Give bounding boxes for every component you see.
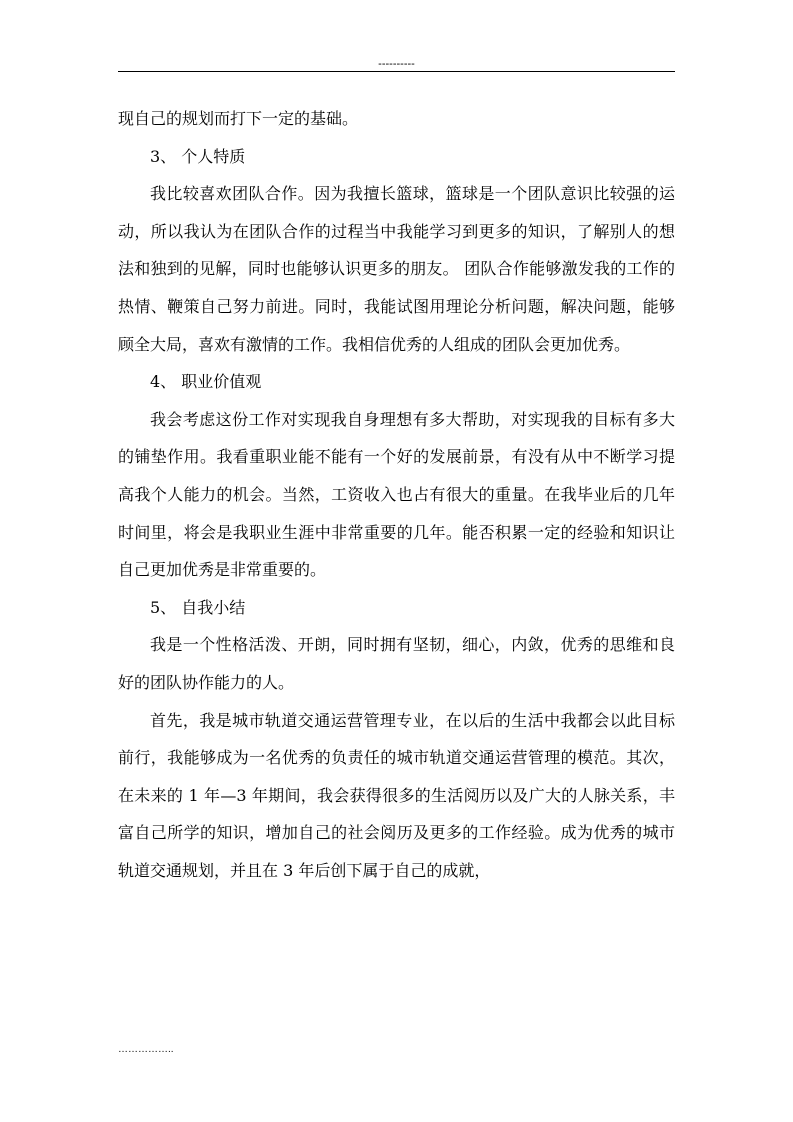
paragraph: 我比较喜欢团队合作。因为我擅长篮球，篮球是一个团队意识比较强的运动，所以我认为在团队合作的过程当中我能学习到更多的知识，了解别人的想法和独到的见解，同时也能够认识更多的朋友。 团队合作能够激发我的工作的热情、鞭策自己努力前进。同时，我能试图用理论分析问题，解决问题，能够顾全大局，喜欢有激情的工作。我相信优秀的人组成的团队会更加优秀。 <box>118 184 675 354</box>
paragraph: 我会考虑这份工作对实现我自身理想有多大帮助，对实现我的目标有多大的铺垫作用。我看重职业能不能有一个好的发展前景，有没有从中不断学习提高我个人能力的机会。当然，工资收入也占有很大的重量。在我毕业后的几年时间里，将会是我职业生涯中非常重要的几年。能否积累一定的经验和知识让自己更加优秀是非常重要的。 <box>118 409 675 580</box>
section-heading-personal-traits: 3、 个人特质 <box>150 146 246 166</box>
paragraph: 现自己的规划而打下一定的基础。 <box>118 109 359 128</box>
header-rule <box>118 71 675 72</box>
section-heading-career-values: 4、 职业价值观 <box>150 372 262 392</box>
page-footer-text: …………….. <box>118 1044 174 1055</box>
section-heading-self-summary: 5、 自我小结 <box>150 597 246 617</box>
paragraph: 首先，我是城市轨道交通运营管理专业，在以后的生活中我都会以此目标前行，我能够成为一名优秀的负责任的城市轨道交通运营管理的模范。其次，在未来的 1 年—3 年期间，我会获得很多的生活阅历以及广大的人脉关系，丰富自己所学的知识，增加自己的社会阅历及更多的工作经验。成为优秀的城市轨道交通规划，并且在 3 年后创下属于自己的成就， <box>118 710 675 880</box>
document-body <box>118 100 675 889</box>
page-header-text: ---------- <box>378 58 415 70</box>
paragraph: 我是一个性格活泼、开朗，同时拥有坚韧，细心，内敛，优秀的思维和良好的团队协作能力的人。 <box>118 635 675 692</box>
